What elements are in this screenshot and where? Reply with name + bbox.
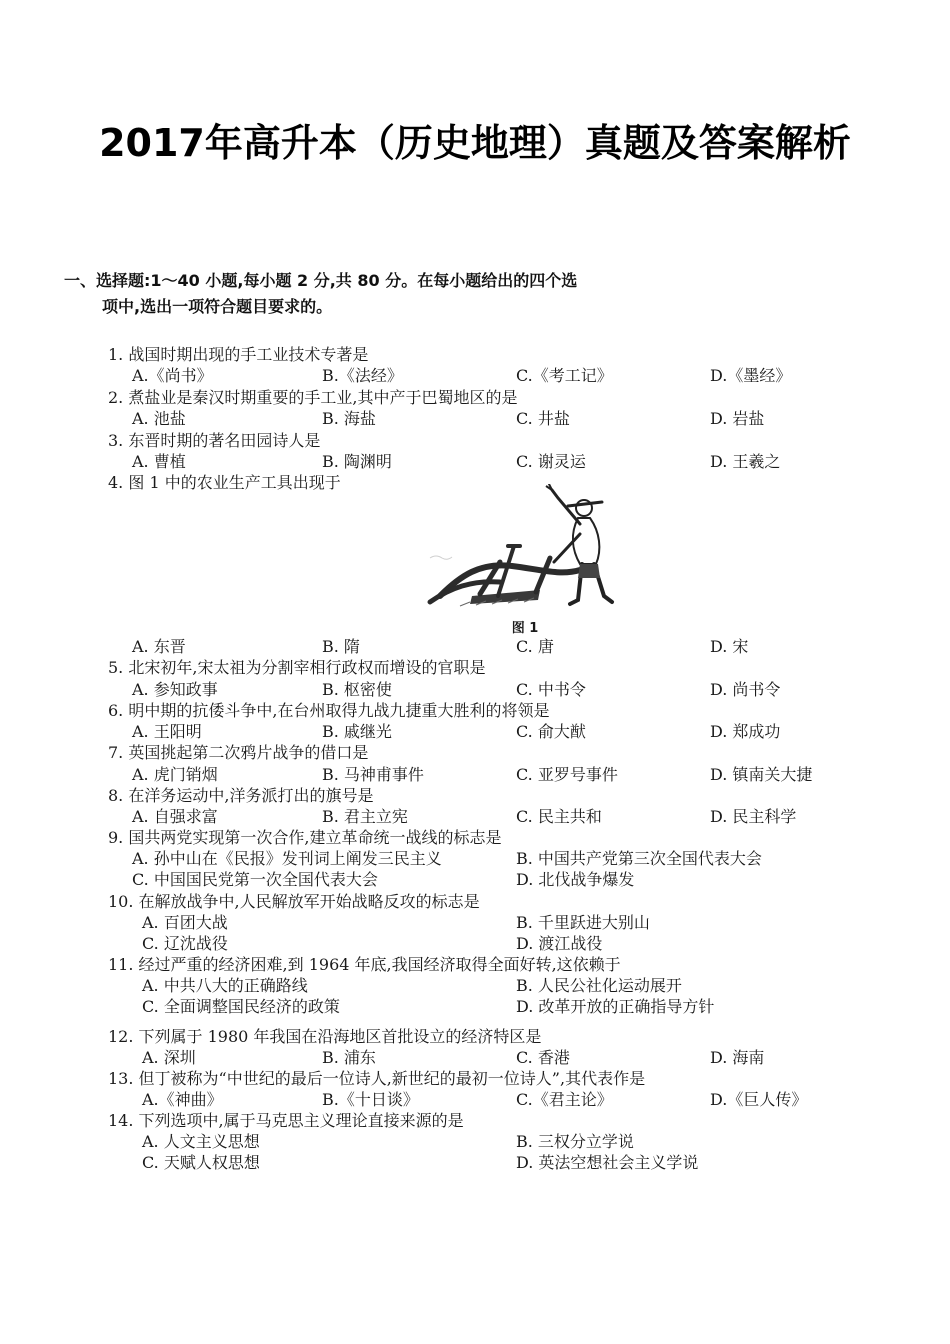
option-a: A. 曹植	[132, 452, 186, 471]
option-b: B.《十日谈》	[322, 1090, 419, 1109]
option-a: A.《神曲》	[142, 1090, 223, 1109]
option-c: C. 民主共和	[516, 807, 602, 826]
option-c: C. 香港	[516, 1048, 570, 1067]
question-stem: 3. 东晋时期的著名田园诗人是	[108, 431, 321, 450]
option-b: B. 海盐	[322, 409, 376, 428]
option-c: C. 中书令	[516, 680, 586, 699]
option-c: C. 谢灵运	[516, 452, 586, 471]
option-d: D. 英法空想社会主义学说	[516, 1153, 699, 1172]
option-c: C. 天赋人权思想	[142, 1153, 260, 1172]
option-d: D. 王羲之	[710, 452, 781, 471]
option-a: A. 孙中山在《民报》发刊词上阐发三民主义	[132, 849, 442, 868]
question-stem: 9. 国共两党实现第一次合作,建立革命统一战线的标志是	[108, 828, 502, 847]
option-a: A. 深圳	[142, 1048, 196, 1067]
option-d: D. 民主科学	[710, 807, 797, 826]
option-b: B. 三权分立学说	[516, 1132, 634, 1151]
question-stem: 11. 经过严重的经济困难,到 1964 年底,我国经济取得全面好转,这依赖于	[108, 955, 621, 974]
option-a: A. 东晋	[132, 637, 186, 656]
option-a: A. 参知政事	[132, 680, 218, 699]
question-stem: 7. 英国挑起第二次鸦片战争的借口是	[108, 743, 369, 762]
question-stem: 1. 战国时期出现的手工业技术专著是	[108, 345, 369, 364]
section-heading	[64, 268, 704, 320]
option-d: D.《墨经》	[710, 366, 792, 385]
option-b: B. 人民公社化运动展开	[516, 976, 682, 995]
question-stem: 13. 但丁被称为“中世纪的最后一位诗人,新世纪的最初一位诗人”,其代表作是	[108, 1069, 646, 1088]
option-a: A. 自强求富	[132, 807, 218, 826]
option-b: B. 隋	[322, 637, 360, 656]
option-d: D. 渡江战役	[516, 934, 603, 953]
option-b: B. 陶渊明	[322, 452, 392, 471]
question-stem: 2. 煮盐业是秦汉时期重要的手工业,其中产于巴蜀地区的是	[108, 388, 518, 407]
question-stem: 5. 北宋初年,宋太祖为分割宰相行政权而增设的官职是	[108, 658, 486, 677]
option-b: B. 中国共产党第三次全国代表大会	[516, 849, 762, 868]
option-c: C. 辽沈战役	[142, 934, 228, 953]
option-d: D. 尚书令	[710, 680, 781, 699]
option-a: A. 百团大战	[142, 913, 228, 932]
option-d: D.《巨人传》	[710, 1090, 808, 1109]
option-b: B. 千里跃进大别山	[516, 913, 650, 932]
option-c: C. 井盐	[516, 409, 570, 428]
figure-caption: 图 1	[511, 621, 539, 636]
option-c: C. 俞大猷	[516, 722, 586, 741]
section-heading-line1: 一、选择题:1～40 小题,每小题 2 分,共 80 分。在每小题给出的四个选	[64, 271, 578, 290]
option-c: C.《君主论》	[516, 1090, 613, 1109]
option-c: C. 亚罗号事件	[516, 765, 618, 784]
option-a: A. 池盐	[132, 409, 186, 428]
question-stem: 8. 在洋务运动中,洋务派打出的旗号是	[108, 786, 374, 805]
option-a: A.《尚书》	[132, 366, 213, 385]
option-d: D. 海南	[710, 1048, 765, 1067]
option-c: C. 全面调整国民经济的政策	[142, 997, 340, 1016]
option-b: B. 君主立宪	[322, 807, 408, 826]
option-d: D. 改革开放的正确指导方针	[516, 997, 715, 1016]
option-d: D. 镇南关大捷	[710, 765, 813, 784]
question-stem: 14. 下列选项中,属于马克思主义理论直接来源的是	[108, 1111, 464, 1130]
question-stem: 4. 图 1 中的农业生产工具出现于	[108, 473, 341, 492]
option-c: C.《考工记》	[516, 366, 613, 385]
option-d: D. 北伐战争爆发	[516, 870, 635, 889]
document-title: 2017年高升本（历史地理）真题及答案解析	[99, 121, 851, 165]
plough-figure	[420, 484, 630, 634]
option-d: D. 宋	[710, 637, 749, 656]
question-stem: 6. 明中期的抗倭斗争中,在台州取得九战九捷重大胜利的将领是	[108, 701, 550, 720]
option-b: B. 马神甫事件	[322, 765, 424, 784]
option-b: B. 戚继光	[322, 722, 392, 741]
option-a: A. 人文主义思想	[142, 1132, 260, 1151]
section-heading-line2: 项中,选出一项符合题目要求的。	[102, 297, 333, 316]
option-b: B.《法经》	[322, 366, 403, 385]
option-d: D. 郑成功	[710, 722, 781, 741]
option-b: B. 枢密使	[322, 680, 392, 699]
option-d: D. 岩盐	[710, 409, 765, 428]
option-a: A. 王阳明	[132, 722, 202, 741]
option-b: B. 浦东	[322, 1048, 376, 1067]
option-c: C. 唐	[516, 637, 554, 656]
option-a: A. 中共八大的正确路线	[142, 976, 308, 995]
option-c: C. 中国国民党第一次全国代表大会	[132, 870, 378, 889]
option-a: A. 虎门销烟	[132, 765, 218, 784]
question-stem: 10. 在解放战争中,人民解放军开始战略反攻的标志是	[108, 892, 480, 911]
question-stem: 12. 下列属于 1980 年我国在沿海地区首批设立的经济特区是	[108, 1027, 542, 1046]
